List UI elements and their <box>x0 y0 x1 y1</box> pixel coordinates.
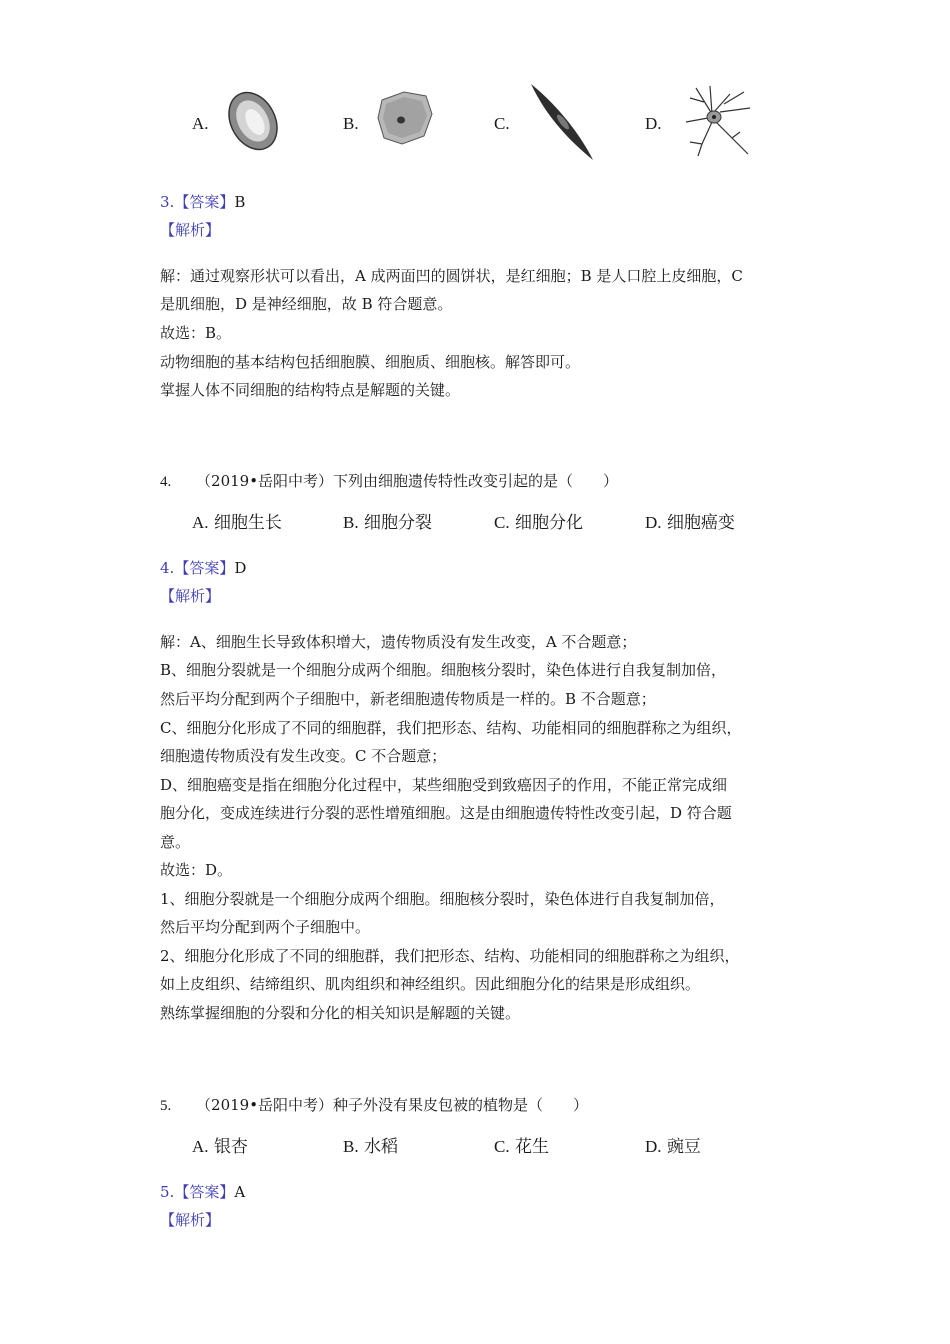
epithelial-cell-image <box>374 88 436 148</box>
q4-analysis-line: 胞分化，变成连续进行分裂的恶性增殖细胞。这是由细胞遗传特性改变引起，D 符合题 <box>160 804 732 822</box>
answer-number: 3. <box>160 193 175 211</box>
option-label: B. <box>343 114 359 133</box>
q5-answer-line <box>160 1182 245 1202</box>
muscle-cell-image <box>525 80 597 162</box>
q3-analysis-line: 是肌细胞，D 是神经细胞，故 B 符合题意。 <box>160 295 453 313</box>
q3-answer-line <box>160 192 245 212</box>
analysis-tag: 【解析】 <box>160 221 221 239</box>
q5-option-d: D. 豌豆 <box>645 1137 701 1157</box>
q3-analysis-line: 动物细胞的基本结构包括细胞膜、细胞质、细胞核。解答即可。 <box>160 353 581 371</box>
option-label: D. <box>645 114 662 133</box>
q4-stem-line <box>160 470 618 491</box>
q4-analysis-line: 熟练掌握细胞的分裂和分化的相关知识是解题的关键。 <box>160 1004 521 1022</box>
q4-analysis-line: 2、细胞分化形成了不同的细胞群，我们把形态、结构、功能相同的细胞群称之为组织， <box>160 947 740 965</box>
q4-analysis-line: 然后平均分配到两个子细胞中，新老细胞遗传物质是一样的。B 不合题意； <box>160 690 656 708</box>
q4-option-d: D. 细胞癌变 <box>645 513 735 533</box>
answer-value: A <box>234 1183 246 1201</box>
q5-option-a: A. 银杏 <box>192 1137 248 1157</box>
q3-analysis-line: 解：通过观察形状可以看出，A 成两面凹的圆饼状，是红细胞；B 是人口腔上皮细胞，C <box>160 267 743 285</box>
answer-number: 4. <box>160 559 175 577</box>
q3-analysis-line: 掌握人体不同细胞的结构特点是解题的关键。 <box>160 381 461 399</box>
answer-value: D <box>234 559 247 577</box>
answer-tag: 【答案】 <box>174 1183 235 1201</box>
question-stem: （2019•岳阳中考）种子外没有果皮包被的植物是（ ） <box>196 1096 589 1114</box>
analysis-tag: 【解析】 <box>160 587 221 605</box>
nerve-cell-image <box>680 82 754 158</box>
q4-analysis-line: 如上皮组织、结缔组织、肌肉组织和神经组织。因此细胞分化的结果是形成组织。 <box>160 975 701 993</box>
answer-value: B <box>234 193 246 211</box>
question-stem: （2019•岳阳中考）下列由细胞遗传特性改变引起的是（ ） <box>196 472 619 490</box>
q4-analysis-line: B、细胞分裂就是一个细胞分成两个细胞。细胞核分裂时，染色体进行自我复制加倍， <box>160 661 727 679</box>
q4-analysis-line: 细胞遗传物质没有发生改变。C 不合题意； <box>160 747 447 765</box>
q4-option-b: B. 细胞分裂 <box>343 513 432 533</box>
q4-option-a: A. 细胞生长 <box>192 513 282 533</box>
q5-option-b: B. 水稻 <box>343 1137 398 1157</box>
q4-answer-line <box>160 558 246 578</box>
question-number: 5. <box>160 1098 172 1114</box>
q4-option-c: C. 细胞分化 <box>494 513 583 533</box>
answer-tag: 【答案】 <box>174 193 235 211</box>
analysis-tag: 【解析】 <box>160 1211 221 1229</box>
q4-analysis-line: 然后平均分配到两个子细胞中。 <box>160 918 371 936</box>
q4-analysis-line: 故选：D。 <box>160 861 233 879</box>
q5-stem-line <box>160 1094 588 1115</box>
option-label: A. <box>192 114 209 133</box>
q3-analysis-line: 故选：B。 <box>160 324 232 342</box>
answer-tag: 【答案】 <box>174 559 235 577</box>
q4-analysis-line: D、细胞癌变是指在细胞分化过程中，某些细胞受到致癌因子的作用，不能正常完成细 <box>160 776 728 794</box>
q5-option-c: C. 花生 <box>494 1137 549 1157</box>
q4-analysis-line: 意。 <box>160 833 191 851</box>
q4-analysis-line: 解：A、细胞生长导致体积增大，遗传物质没有发生改变，A 不合题意； <box>160 633 637 651</box>
answer-number: 5. <box>160 1183 175 1201</box>
red-blood-cell-image <box>222 88 284 154</box>
q4-analysis-line: C、细胞分化形成了不同的细胞群，我们把形态、结构、功能相同的细胞群称之为组织， <box>160 719 742 737</box>
q4-analysis-line: 1、细胞分裂就是一个细胞分成两个细胞。细胞核分裂时，染色体进行自我复制加倍， <box>160 890 725 908</box>
question-number: 4. <box>160 474 172 490</box>
option-label: C. <box>494 114 510 133</box>
